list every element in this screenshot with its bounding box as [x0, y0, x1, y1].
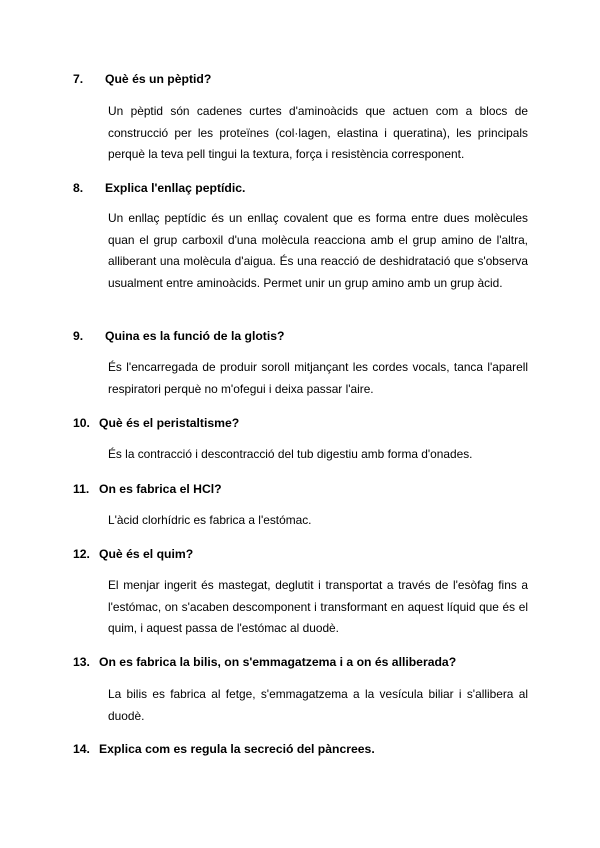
answer-text: És l'encarregada de produir soroll mitjançant les cordes vocals, tanca l'aparell respiratori perquè no m'ofegui i deixa passar l'aire.: [108, 360, 528, 396]
answer-text: L'àcid clorhídric es fabrica a l'estómac.: [108, 513, 312, 527]
answer-text: Un enllaç peptídic és un enllaç covalent que es forma entre dues molècules quan el grup carboxil d'una molècula reacciona amb el grup amino de l'altra, alliberant una molècula d'aigua. És una reacció de deshidratació que s'observa usualment entre aminoàcids. Permet unir un grup amino amb un grup àcid.: [108, 211, 528, 290]
question-number: 12.: [73, 547, 90, 561]
answer-text: És la contracció i descontracció del tub digestiu amb forma d'onades.: [108, 447, 473, 461]
question-number: 13.: [73, 655, 90, 669]
question-number: 10.: [73, 416, 90, 430]
question-title: Què és un pèptid?: [105, 72, 212, 86]
answer-text: La bilis es fabrica al fetge, s'emmagatzema a la vesícula biliar i s'allibera al duodè.: [108, 687, 528, 723]
question-number: 14.: [73, 742, 90, 756]
question-number: 7.: [73, 72, 84, 86]
question-title: Explica l'enllaç peptídic.: [105, 181, 246, 195]
question-number: 8.: [73, 181, 84, 195]
question-title: Què és el peristaltisme?: [99, 416, 240, 430]
question-number: 9.: [73, 329, 84, 343]
question-title: On es fabrica la bilis, on s'emmagatzema i a on és alliberada?: [99, 655, 457, 669]
answer-text: El menjar ingerit és mastegat, deglutit i transportat a través de l'esòfag fins a l'estómac, on s'acaben descomponent i transformant en aquest líquid que és el quim, i aquest passa de l'estómac al duodè.: [108, 578, 528, 635]
question-number: 11.: [73, 482, 90, 496]
question-title: Què és el quim?: [99, 547, 194, 561]
answer-text: Un pèptid són cadenes curtes d'aminoàcids que actuen com a blocs de construcció per les proteïnes (col·lagen, elastina i queratina), les principals perquè la teva pell tingui la textura, força i resistència corresponent.: [108, 104, 528, 161]
question-title: Explica com es regula la secreció del pàncrees.: [99, 742, 375, 756]
question-title: On es fabrica el HCl?: [99, 482, 222, 496]
question-title: Quina es la funció de la glotis?: [105, 329, 285, 343]
